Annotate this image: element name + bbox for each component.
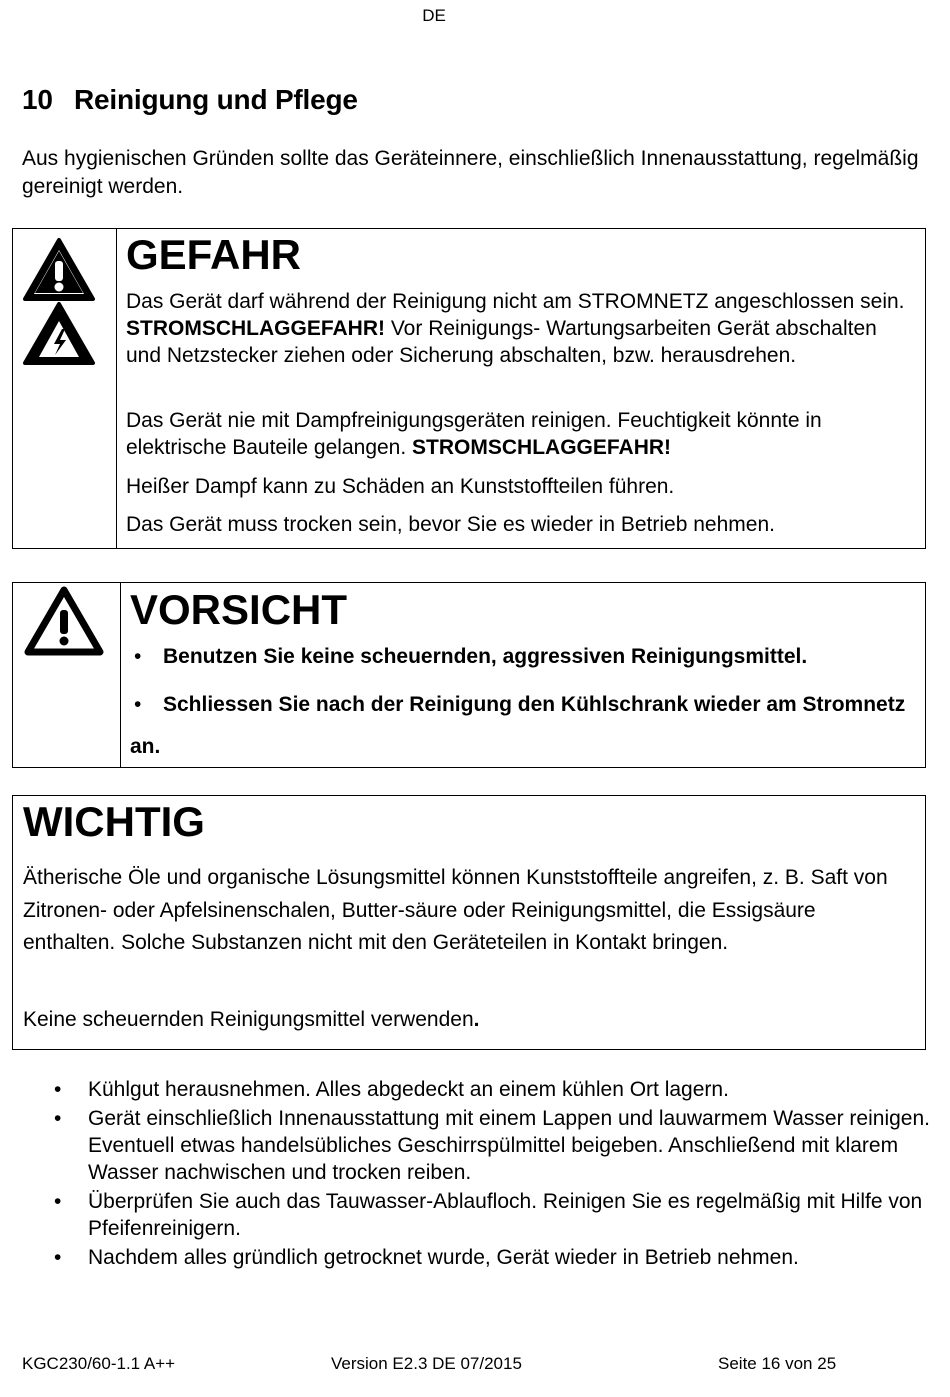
- list-item: • Überprüfen Sie auch das Tauwasser-Ablaufloch. Reinigen Sie es regelmäßig mit Hilfe von Pfeifenreinigern.: [52, 1188, 932, 1242]
- caution-item-1: • Benutzen Sie keine scheuernden, aggressiven Reinigungsmittel.: [130, 643, 910, 670]
- caution-box: [12, 582, 926, 768]
- language-label: DE: [422, 6, 446, 25]
- footer-page-number: Seite 16 von 25: [718, 1354, 837, 1373]
- list-item: • Kühlgut herausnehmen. Alles abgedeckt an einem kühlen Ort lagern.: [52, 1076, 932, 1103]
- danger-box: [12, 228, 926, 549]
- important-paragraph-1: Ätherische Öle und organische Lösungsmittel können Kunststoffteile angreifen, z. B. Saft von Zitronen- oder Apfelsinenschalen, Butter-säure oder Reinigungsmittel, die Essigsäure enthalten. Solche Substanzen nicht mit den Geräteteilen in Kontakt bringen.: [23, 866, 888, 954]
- danger-paragraph-4: Das Gerät muss trocken sein, bevor Sie es wieder in Betrieb nehmen.: [126, 513, 775, 536]
- danger-paragraph-1: Das Gerät darf während der Reinigung nicht am STROMNETZ angeschlossen sein. STROMSCHLAGGEFAHR! Vor Reinigungs- Wartungsarbeiten Gerät abschalten und Netzstecker ziehen oder Sicherung abschalten, bzw. herausdrehen.: [126, 290, 905, 367]
- section-heading: [22, 84, 358, 116]
- warning-triangle-icon: [24, 586, 104, 656]
- list-item: • Gerät einschließlich Innenausstattung mit einem Lappen und lauwarmem Wasser reinigen. Eventuell etwas handelsübliches Geschirrspülmittel beigeben. Anschließend mit klarem Wasser nachwischen und trocken reiben.: [52, 1105, 932, 1186]
- important-signal-word: WICHTIG: [23, 798, 205, 845]
- footer-version: Version E2.3 DE 07/2015: [331, 1354, 522, 1373]
- cleaning-steps-list: [52, 1076, 932, 1273]
- list-item: • Nachdem alles gründlich getrocknet wurde, Gerät wieder in Betrieb nehmen.: [52, 1244, 932, 1271]
- section-number: 10: [22, 84, 53, 115]
- bullet: •: [134, 693, 142, 716]
- important-box: [12, 795, 926, 1050]
- danger-paragraph-3: Heißer Dampf kann zu Schäden an Kunststoffteilen führen.: [126, 475, 675, 498]
- danger-signal-word: GEFAHR: [126, 231, 302, 278]
- electric-shock-icon: [22, 301, 96, 367]
- caution-icon-column: [13, 583, 121, 767]
- warning-triangle-icon: [22, 237, 96, 303]
- caution-item-2: • Schliessen Sie nach der Reinigung den Kühlschrank wieder am Stromnetz an.: [130, 684, 910, 768]
- bullet: •: [134, 645, 142, 668]
- danger-icon-column: [13, 229, 117, 548]
- important-paragraph-2: Keine scheuernden Reinigungsmittel verwenden.: [23, 1008, 480, 1031]
- caution-signal-word: VORSICHT: [130, 586, 348, 633]
- section-title: Reinigung und Pflege: [74, 84, 358, 115]
- intro-paragraph: Aus hygienischen Gründen sollte das Geräteinnere, einschließlich Innenausstattung, regelmäßig gereinigt werden.: [22, 147, 919, 198]
- danger-paragraph-2: Das Gerät nie mit Dampfreinigungsgeräten reinigen. Feuchtigkeit könnte in elektrische Bauteile gelangen. STROMSCHLAGGEFAHR!: [126, 409, 822, 459]
- footer-model: KGC230/60-1.1 A++: [22, 1354, 176, 1373]
